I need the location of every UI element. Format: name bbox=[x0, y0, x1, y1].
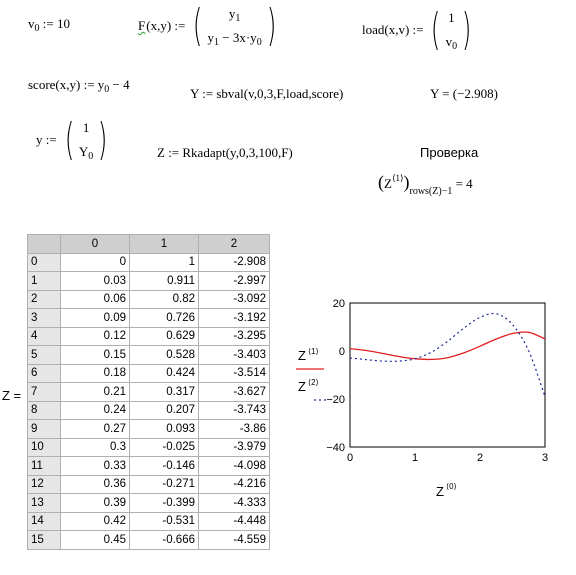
table-row[interactable] bbox=[28, 327, 270, 346]
table-cell[interactable]: 0.45 bbox=[61, 531, 130, 550]
row-index-cell: 14 bbox=[28, 512, 61, 531]
table-cell[interactable]: 0 bbox=[61, 253, 130, 272]
table-cell[interactable]: 0.317 bbox=[130, 383, 199, 402]
column-header-0[interactable]: 0 bbox=[61, 235, 130, 254]
table-cell[interactable]: -3.092 bbox=[199, 290, 270, 309]
table-row[interactable] bbox=[28, 494, 270, 513]
row-index-cell: 0 bbox=[28, 253, 61, 272]
table-row[interactable] bbox=[28, 401, 270, 420]
check-z: Z bbox=[384, 176, 392, 191]
v0-symbol: v bbox=[28, 16, 35, 31]
table-row[interactable] bbox=[28, 512, 270, 531]
column-header-1[interactable]: 1 bbox=[130, 235, 199, 254]
series-z2-line bbox=[350, 313, 545, 396]
row-index-cell: 6 bbox=[28, 364, 61, 383]
table-row[interactable] bbox=[28, 438, 270, 457]
column-header-2[interactable]: 2 bbox=[199, 235, 270, 254]
y-definition[interactable] bbox=[36, 114, 111, 165]
table-corner bbox=[28, 235, 61, 254]
plot-frame bbox=[350, 303, 545, 447]
table-cell[interactable]: -4.333 bbox=[199, 494, 270, 513]
table-cell[interactable]: -3.979 bbox=[199, 438, 270, 457]
row-index-cell: 7 bbox=[28, 383, 61, 402]
table-cell[interactable]: -2.997 bbox=[199, 272, 270, 291]
table-cell[interactable]: 0.15 bbox=[61, 346, 130, 365]
x-axis-label-sup: ⟨0⟩ bbox=[446, 482, 457, 491]
check-expression[interactable] bbox=[378, 172, 473, 197]
F-row2-a: y bbox=[207, 30, 215, 45]
table-cell[interactable]: 0.093 bbox=[130, 420, 199, 439]
table-cell[interactable]: 0.42 bbox=[61, 512, 130, 531]
check-sub: rows(Z)−1 bbox=[409, 186, 453, 197]
row-index-cell: 13 bbox=[28, 494, 61, 513]
table-cell[interactable]: 0.21 bbox=[61, 383, 130, 402]
x-tick-label: 0 bbox=[346, 452, 354, 464]
x-tick-label: 1 bbox=[411, 452, 419, 464]
table-row[interactable] bbox=[28, 364, 270, 383]
table-cell[interactable]: -3.295 bbox=[199, 327, 270, 346]
load-row2-sub: 0 bbox=[452, 41, 458, 52]
table-cell[interactable]: 1 bbox=[130, 253, 199, 272]
legend-z1-label: Z bbox=[298, 348, 306, 363]
check-title: Проверка bbox=[420, 145, 479, 160]
v0-value: := 10 bbox=[42, 16, 70, 31]
table-row[interactable] bbox=[28, 383, 270, 402]
load-vector: ( 1 $v_0$ ) bbox=[431, 4, 472, 55]
table-row[interactable] bbox=[28, 272, 270, 291]
y-tick-label: 0 bbox=[338, 346, 345, 358]
table-cell[interactable]: 0.06 bbox=[61, 290, 130, 309]
row-index-cell: 4 bbox=[28, 327, 61, 346]
table-cell[interactable]: -3.627 bbox=[199, 383, 270, 402]
y-vector: ( 1 $Y_0$ ) bbox=[64, 114, 108, 165]
table-cell[interactable]: -0.025 bbox=[130, 438, 199, 457]
table-cell[interactable]: 0.39 bbox=[61, 494, 130, 513]
load-row1: 1 bbox=[448, 10, 455, 25]
y-tick-label: 20 bbox=[332, 298, 345, 310]
table-header-row bbox=[28, 235, 270, 254]
row-index-cell: 5 bbox=[28, 346, 61, 365]
table-cell[interactable]: -0.666 bbox=[130, 531, 199, 550]
row-index-cell: 11 bbox=[28, 457, 61, 476]
series-z1-line bbox=[350, 332, 545, 360]
table-cell[interactable]: -3.192 bbox=[199, 309, 270, 328]
score-sub: 0 bbox=[104, 84, 110, 95]
table-cell[interactable]: -4.216 bbox=[199, 475, 270, 494]
F-row2-b-sub: 0 bbox=[256, 37, 262, 48]
row-index-cell: 12 bbox=[28, 475, 61, 494]
score-lhs: score(x,y) := y bbox=[28, 77, 105, 92]
table-cell[interactable]: 0.82 bbox=[130, 290, 199, 309]
F-row2-a-sub: 1 bbox=[214, 37, 220, 48]
y-tick-label: −40 bbox=[326, 442, 345, 454]
check-close-paren: ) bbox=[403, 172, 410, 192]
F-row1-sub: 1 bbox=[235, 13, 241, 24]
table-cell[interactable]: -2.908 bbox=[199, 253, 270, 272]
F-vector: ( $y_1$ $y_1 - 3x\cdot y_0$ ) bbox=[193, 0, 276, 51]
F-row2-b: − 3x·y bbox=[219, 30, 257, 45]
table-cell[interactable]: 0.3 bbox=[61, 438, 130, 457]
load-lhs: load(x,v) := bbox=[362, 22, 424, 37]
row-index-cell: 1 bbox=[28, 272, 61, 291]
legend-z1-sup: ⟨1⟩ bbox=[308, 347, 319, 356]
legend-z1 bbox=[296, 347, 324, 369]
F-name: F bbox=[138, 18, 146, 33]
y-row2: Y bbox=[78, 144, 89, 159]
table-cell[interactable]: -4.559 bbox=[199, 531, 270, 550]
table-cell[interactable]: 0.03 bbox=[61, 272, 130, 291]
table-cell[interactable]: -4.098 bbox=[199, 457, 270, 476]
x-axis-label-text: Z bbox=[436, 484, 444, 499]
F-definition[interactable] bbox=[138, 0, 280, 51]
table-cell[interactable]: -4.448 bbox=[199, 512, 270, 531]
row-index-cell: 10 bbox=[28, 438, 61, 457]
F-args: (x,y) := bbox=[146, 18, 186, 33]
table-cell[interactable]: 0.207 bbox=[130, 401, 199, 420]
Z-definition[interactable]: Z := Rkadapt(y,0,3,100,F) bbox=[157, 145, 293, 160]
table-label: Z = bbox=[2, 388, 22, 403]
table-cell[interactable]: -0.146 bbox=[130, 457, 199, 476]
check-open-paren: ( bbox=[378, 172, 384, 192]
table-row[interactable] bbox=[28, 475, 270, 494]
table-cell[interactable]: -3.514 bbox=[199, 364, 270, 383]
row-index-cell: 15 bbox=[28, 531, 61, 550]
table-cell[interactable]: 0.911 bbox=[130, 272, 199, 291]
table-cell[interactable]: 0.24 bbox=[61, 401, 130, 420]
table-cell[interactable]: 0.33 bbox=[61, 457, 130, 476]
score-definition[interactable] bbox=[28, 77, 130, 93]
table-cell[interactable]: 0.09 bbox=[61, 309, 130, 328]
table-cell[interactable]: 0.36 bbox=[61, 475, 130, 494]
y-tick-label: −20 bbox=[326, 394, 345, 406]
table-row[interactable] bbox=[28, 531, 270, 550]
legend-z2 bbox=[298, 378, 326, 400]
table-row[interactable] bbox=[28, 457, 270, 476]
table-row[interactable] bbox=[28, 290, 270, 309]
x-tick-label: 3 bbox=[541, 452, 549, 464]
y-row1: 1 bbox=[82, 120, 90, 135]
row-index-cell: 3 bbox=[28, 309, 61, 328]
table-cell[interactable]: 0.726 bbox=[130, 309, 199, 328]
legend-z2-sup: ⟨2⟩ bbox=[308, 378, 319, 387]
table-cell[interactable]: 0.18 bbox=[61, 364, 130, 383]
table-row[interactable] bbox=[28, 309, 270, 328]
v0-subscript: 0 bbox=[34, 23, 40, 34]
table-cell[interactable]: 0.528 bbox=[130, 346, 199, 365]
x-axis-label bbox=[436, 482, 457, 499]
table-row[interactable] bbox=[28, 420, 270, 439]
table-cell[interactable]: 0.424 bbox=[130, 364, 199, 383]
z-results-table[interactable] bbox=[27, 234, 270, 550]
y-row2-sub: 0 bbox=[88, 151, 94, 162]
Y-result[interactable]: Y = (−2.908) bbox=[430, 86, 498, 101]
load-row2: v bbox=[445, 34, 453, 49]
v0-definition[interactable] bbox=[28, 16, 70, 32]
table-row[interactable] bbox=[28, 346, 270, 365]
row-index-cell: 2 bbox=[28, 290, 61, 309]
legend-z2-label: Z bbox=[298, 379, 306, 394]
x-tick-label: 2 bbox=[476, 452, 484, 464]
score-rhs: − 4 bbox=[109, 77, 130, 92]
row-index-cell: 8 bbox=[28, 401, 61, 420]
line-plot[interactable] bbox=[290, 292, 560, 507]
F-row1: y bbox=[228, 6, 236, 21]
table-cell[interactable]: -0.399 bbox=[130, 494, 199, 513]
y-lhs: y := bbox=[36, 132, 57, 147]
Y-definition[interactable]: Y := sbval(v,0,3,F,load,score) bbox=[190, 86, 344, 101]
row-index-cell: 9 bbox=[28, 420, 61, 439]
table-cell[interactable]: -3.86 bbox=[199, 420, 270, 439]
table-cell[interactable]: -3.403 bbox=[199, 346, 270, 365]
check-z-sup: ⟨1⟩ bbox=[391, 173, 404, 183]
table-cell[interactable]: -3.743 bbox=[199, 401, 270, 420]
table-cell[interactable]: 0.27 bbox=[61, 420, 130, 439]
check-rhs: = 4 bbox=[455, 176, 473, 191]
table-cell[interactable]: 0.629 bbox=[130, 327, 199, 346]
table-cell[interactable]: -0.531 bbox=[130, 512, 199, 531]
load-definition[interactable] bbox=[362, 4, 475, 55]
table-row[interactable] bbox=[28, 253, 270, 272]
table-cell[interactable]: 0.12 bbox=[61, 327, 130, 346]
table-cell[interactable]: -0.271 bbox=[130, 475, 199, 494]
